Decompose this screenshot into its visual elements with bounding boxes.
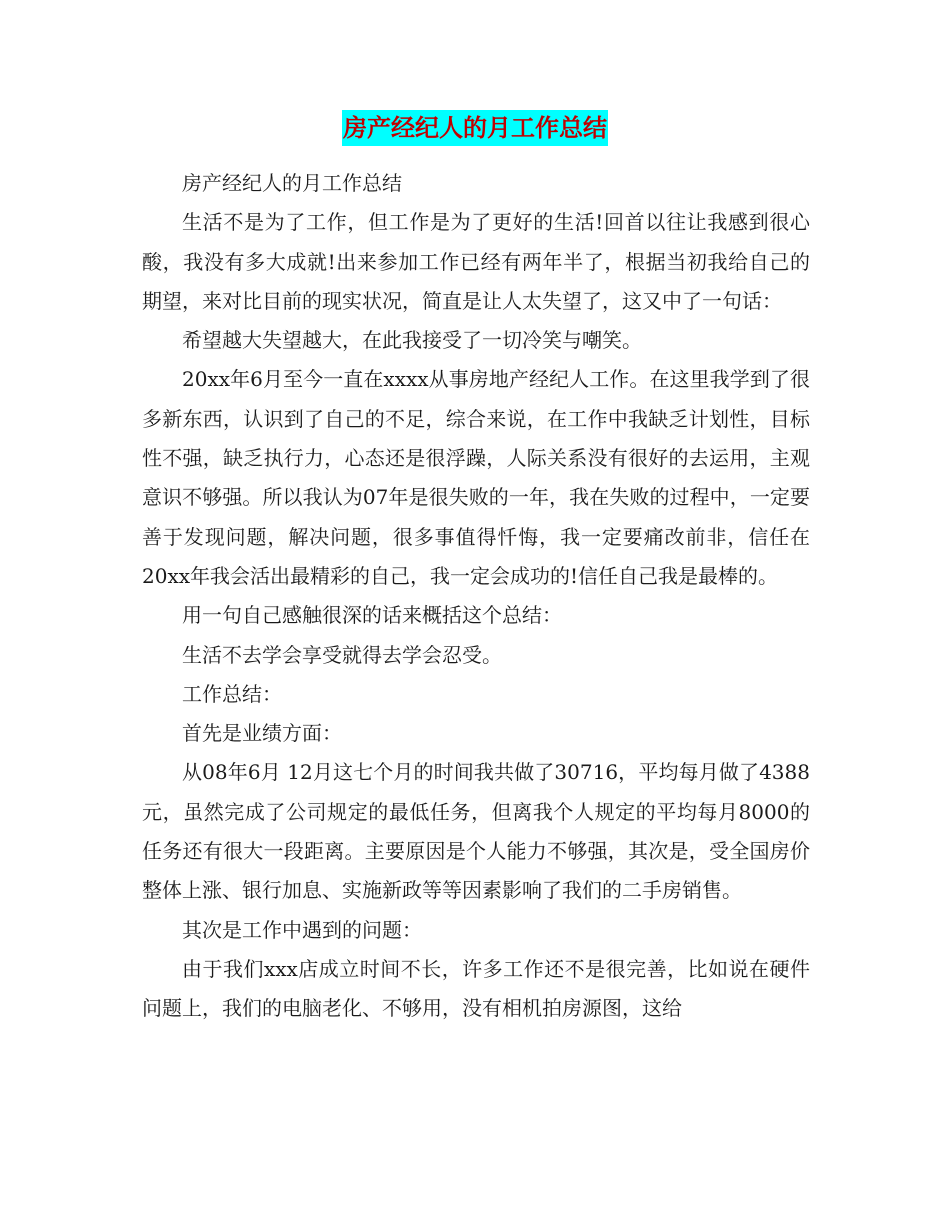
paragraph: 20xx年6月至今一直在xxxx从事房地产经纪人工作。在这里我学到了很多新东西，认识到了自己的不足，综合来说，在工作中我缺乏计划性，目标性不强，缺乏执行力，心态还是很浮躁，人际关系没有很好的去运用，主观意识不够强。所以我认为07年是很失败的一年，我在失败的过程中，一定要善于发现问题，解决问题，很多事值得忏悔，我一定要痛改前非，信任在20xx年我会活出最精彩的自己，我一定会成功的!信任自己我是最棒的。 <box>142 367 810 588</box>
paragraph: 房产经纪人的月工作总结 <box>182 171 402 195</box>
document-title: 房产经纪人的月工作总结 <box>342 110 608 146</box>
paragraph: 工作总结： <box>182 681 282 706</box>
paragraph: 用一句自己感触很深的话来概括这个总结： <box>182 603 562 628</box>
paragraph: 首先是业绩方面： <box>182 721 342 746</box>
paragraph: 从08年6月 12月这七个月的时间我共做了30716，平均每月做了4388元，虽然完成了公司规定的最低任务，但离我个人规定的平均每月8000的任务还有很大一段距离。主要原因是个人能力不够强，其次是，受全国房价整体上涨、银行加息、实施新政等等因素影响了我们的二手房销售。 <box>142 760 810 903</box>
paragraph: 希望越大失望越大，在此我接受了一切冷笑与嘲笑。 <box>182 328 642 353</box>
paragraph: 其次是工作中遇到的问题： <box>182 917 422 942</box>
paragraph: 生活不是为了工作，但工作是为了更好的生活!回首以往让我感到很心酸，我没有多大成就!出来参加工作已经有两年半了，根据当初我给自己的期望，来对比目前的现实状况，简直是让人太失望了，这又中了一句话： <box>142 210 810 313</box>
paragraph: 生活不去学会享受就得去学会忍受。 <box>182 642 502 667</box>
paragraph: 由于我们xxx店成立时间不长，许多工作还不是很完善，比如说在硬件问题上，我们的电脑老化、不够用，没有相机拍房源图，这给 <box>142 956 810 1021</box>
title-container <box>0 110 950 146</box>
document-body <box>142 164 810 1029</box>
